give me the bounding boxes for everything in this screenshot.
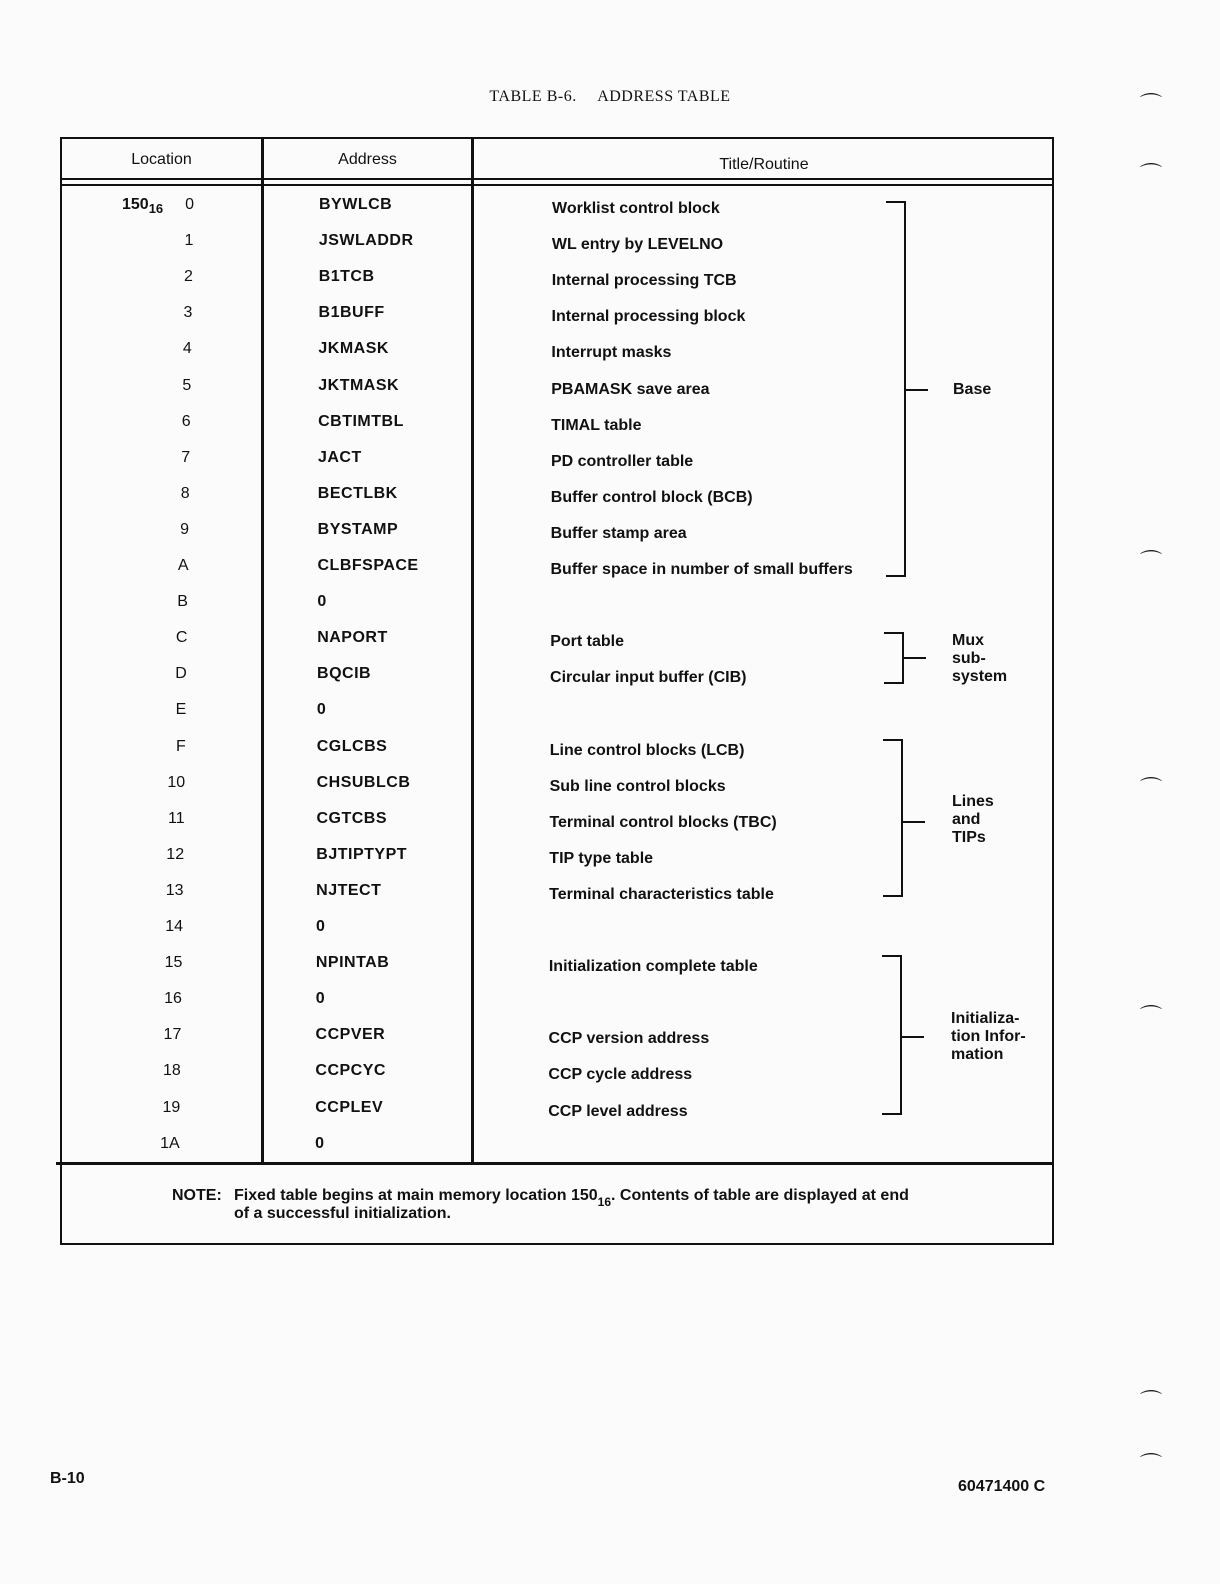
row-address: 0 <box>316 918 326 935</box>
row-location: 16 <box>164 990 182 1007</box>
row-location: 13 <box>165 882 184 899</box>
note-line2: of a successful initialization. <box>234 1205 451 1222</box>
row-location: A <box>177 557 189 574</box>
row-location: 15 <box>164 954 183 971</box>
row-location: 1A <box>160 1135 180 1152</box>
note-text-b: . Contents of table are displayed at end <box>611 1187 909 1204</box>
bracket-base <box>886 201 906 577</box>
row-location: 0 <box>185 196 194 213</box>
row-title: CCP level address <box>548 1103 688 1120</box>
row-title: PD controller table <box>550 453 694 470</box>
row-address: JSWLADDR <box>318 232 414 249</box>
row-location: D <box>175 665 187 682</box>
row-location: 18 <box>163 1062 181 1079</box>
row-address: CLBFSPACE <box>317 557 419 574</box>
row-location: 1 <box>184 232 194 249</box>
row-location: 4 <box>182 340 192 357</box>
row-address: B1TCB <box>318 268 375 285</box>
row-location: 2 <box>183 268 193 285</box>
row-address: CBTIMTBL <box>318 413 404 430</box>
bracket-mux <box>884 632 904 684</box>
table-caption <box>0 88 1220 106</box>
header-rule-bottom <box>62 184 1054 186</box>
row-address: BYWLCB <box>319 196 393 213</box>
bracket-mux-tick <box>904 657 926 659</box>
row-location: 7 <box>181 449 191 466</box>
row-address: NAPORT <box>317 629 388 646</box>
note-text-a: Fixed table begins at main memory location 150 <box>234 1187 598 1204</box>
column-divider-1 <box>261 137 264 1164</box>
punch-hole-mark: ⌒ <box>1140 776 1163 801</box>
row-location: B <box>177 593 188 610</box>
document-number: 60471400 C <box>958 1478 1046 1495</box>
row-address: 0 <box>315 990 326 1007</box>
row-address: BQCIB <box>317 665 372 682</box>
row-title: Internal processing TCB <box>551 272 737 289</box>
punch-hole-mark: ⌒ <box>1140 1389 1163 1414</box>
bracket-lines-tick <box>903 821 925 823</box>
row-address: 0 <box>315 1135 325 1152</box>
row-address: CCPLEV <box>315 1099 384 1116</box>
punch-hole-mark: ⌒ <box>1140 1452 1163 1477</box>
note-subscript: 16 <box>597 1195 612 1209</box>
row-location: 17 <box>163 1026 182 1043</box>
row-title: TIP type table <box>549 850 654 867</box>
row-location: 3 <box>183 304 193 321</box>
column-divider-2 <box>471 137 474 1164</box>
row-title: Interrupt masks <box>551 344 672 361</box>
row-address: BYSTAMP <box>317 521 399 538</box>
header-rule-top <box>62 178 1054 180</box>
row-title: Buffer control block (BCB) <box>550 489 753 506</box>
row-location: 14 <box>165 918 183 935</box>
row-address: JKMASK <box>318 340 389 357</box>
row-address: NJTECT <box>316 882 382 899</box>
row-address: JKTMASK <box>318 377 400 394</box>
punch-hole-mark: ⌒ <box>1140 162 1163 187</box>
punch-hole-mark: ⌒ <box>1140 92 1163 117</box>
row-title: CCP version address <box>548 1030 710 1047</box>
row-address: BECTLBK <box>317 485 398 502</box>
row-location: 11 <box>168 810 185 827</box>
row-address: CCPVER <box>315 1026 386 1043</box>
row-location: 8 <box>180 485 190 502</box>
page-number: B-10 <box>50 1470 85 1487</box>
row-location: 10 <box>167 774 186 791</box>
row-address: JACT <box>317 449 362 466</box>
bracket-base-tick <box>906 389 928 391</box>
row-title: Internal processing block <box>551 308 746 325</box>
row-address: CHSUBLCB <box>316 774 411 791</box>
row-location: 12 <box>166 846 185 863</box>
base-location-value: 150 <box>122 196 149 213</box>
punch-hole-mark: ⌒ <box>1140 549 1163 574</box>
row-location: F <box>175 738 186 755</box>
group-label-mux: Mux sub- system <box>952 632 1008 685</box>
row-title: Sub line control blocks <box>549 778 726 795</box>
row-address: NPINTAB <box>315 954 390 971</box>
table-note <box>172 1187 909 1223</box>
row-address: 0 <box>316 701 327 718</box>
punch-hole-mark: ⌒ <box>1140 1004 1163 1029</box>
row-location: E <box>175 701 187 718</box>
row-location: 19 <box>162 1099 181 1116</box>
bracket-init <box>882 955 902 1115</box>
row-title: Circular input buffer (CIB) <box>550 669 747 686</box>
row-title: WL entry by LEVELNO <box>551 236 724 253</box>
header-address: Address <box>338 151 397 168</box>
row-location: 9 <box>180 521 190 538</box>
row-title: Terminal characteristics table <box>549 886 774 903</box>
group-label-lines: Lines and TIPs <box>952 793 994 846</box>
row-title: Port table <box>550 633 624 650</box>
row-location: 5 <box>182 377 192 394</box>
note-label: NOTE: <box>172 1187 222 1204</box>
row-address: CGLCBS <box>316 738 388 755</box>
row-title: Worklist control block <box>552 200 720 217</box>
row-address: BJTIPTYPT <box>316 846 408 863</box>
row-title: CCP cycle address <box>548 1066 693 1083</box>
row-title: Line control blocks (LCB) <box>549 742 745 759</box>
row-title: Buffer space in number of small buffers <box>550 561 853 578</box>
note-rule <box>56 1162 1054 1165</box>
group-label-base: Base <box>953 381 992 398</box>
base-location-subscript: 16 <box>148 201 164 217</box>
row-address: 0 <box>317 593 327 610</box>
row-address: CCPCYC <box>315 1062 386 1079</box>
row-title: PBAMASK save area <box>551 381 710 398</box>
group-label-init: Initializa- tion Infor- mation <box>951 1010 1026 1063</box>
table-name: ADDRESS TABLE <box>597 88 731 105</box>
row-location: C <box>175 629 188 646</box>
row-address: CGTCBS <box>316 810 387 827</box>
row-title: Initialization complete table <box>548 958 758 975</box>
row-address: B1BUFF <box>318 304 385 321</box>
row-title: Terminal control blocks (TBC) <box>549 814 777 831</box>
table-number: TABLE B-6. <box>489 88 577 105</box>
row-title: Buffer stamp area <box>550 525 687 542</box>
bracket-lines <box>883 739 903 897</box>
bracket-init-tick <box>902 1036 924 1038</box>
header-location: Location <box>131 151 192 168</box>
row-title: TIMAL table <box>551 417 642 434</box>
header-title: Title/Routine <box>719 156 809 173</box>
row-location: 6 <box>181 413 191 430</box>
